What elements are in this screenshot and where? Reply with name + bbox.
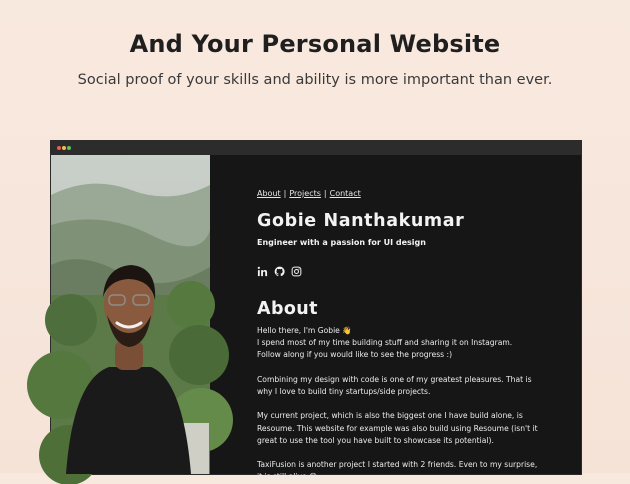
browser-window bbox=[50, 140, 582, 482]
nav-separator: | bbox=[283, 189, 287, 198]
social-links bbox=[257, 260, 557, 274]
close-dot[interactable] bbox=[57, 146, 61, 150]
minimize-dot[interactable] bbox=[62, 146, 66, 150]
about-text bbox=[257, 325, 557, 484]
tagline: Engineer with a passion for UI design bbox=[257, 238, 426, 247]
about-line: Combining my design with code is one of my greatest pleasures. That is bbox=[257, 374, 532, 384]
about-line: Hello there, I'm Gobie 👋 bbox=[257, 326, 352, 335]
subheadline: Social proof of your skills and ability is more important than ever. bbox=[77, 72, 553, 88]
nav-link-projects[interactable]: Projects bbox=[289, 189, 321, 198]
maximize-dot[interactable] bbox=[67, 146, 71, 150]
paragraph-gap bbox=[257, 362, 557, 374]
nav-link-about[interactable]: About bbox=[257, 189, 281, 198]
profile-photo bbox=[51, 155, 210, 474]
paragraph-gap bbox=[257, 398, 557, 410]
about-heading: About bbox=[257, 299, 318, 319]
about-line: Follow along if you would like to see the progress :) bbox=[257, 350, 453, 360]
window-titlebar bbox=[51, 141, 581, 155]
about-line: I spend most of my time building stuff and sharing it on Instagram. bbox=[257, 338, 513, 348]
paragraph-gap bbox=[257, 447, 557, 459]
nav-separator: | bbox=[323, 189, 327, 198]
nav-link-contact[interactable]: Contact bbox=[329, 189, 361, 198]
about-line: My current project, which is also the biggest one I have build alone, is bbox=[257, 411, 523, 421]
headline: And Your Personal Website bbox=[129, 30, 501, 58]
site-nav bbox=[257, 189, 557, 198]
about-line: it is still alive 😅 bbox=[257, 472, 318, 482]
linkedin-icon[interactable] bbox=[257, 262, 268, 273]
instagram-icon[interactable] bbox=[291, 262, 302, 273]
about-line: why I love to build tiny startups/side projects. bbox=[257, 387, 431, 396]
about-line: great to use the tool you have built to showcase its potential). bbox=[257, 435, 494, 445]
github-icon[interactable] bbox=[274, 262, 285, 273]
person-name: Gobie Nanthakumar bbox=[257, 211, 465, 231]
site-content bbox=[257, 189, 557, 484]
about-line: Resoume. This website for example was also build using Resoume (isn't it bbox=[257, 423, 538, 433]
about-line: TaxiFusion is another project I started with 2 friends. Even to my surprise, bbox=[257, 460, 538, 470]
